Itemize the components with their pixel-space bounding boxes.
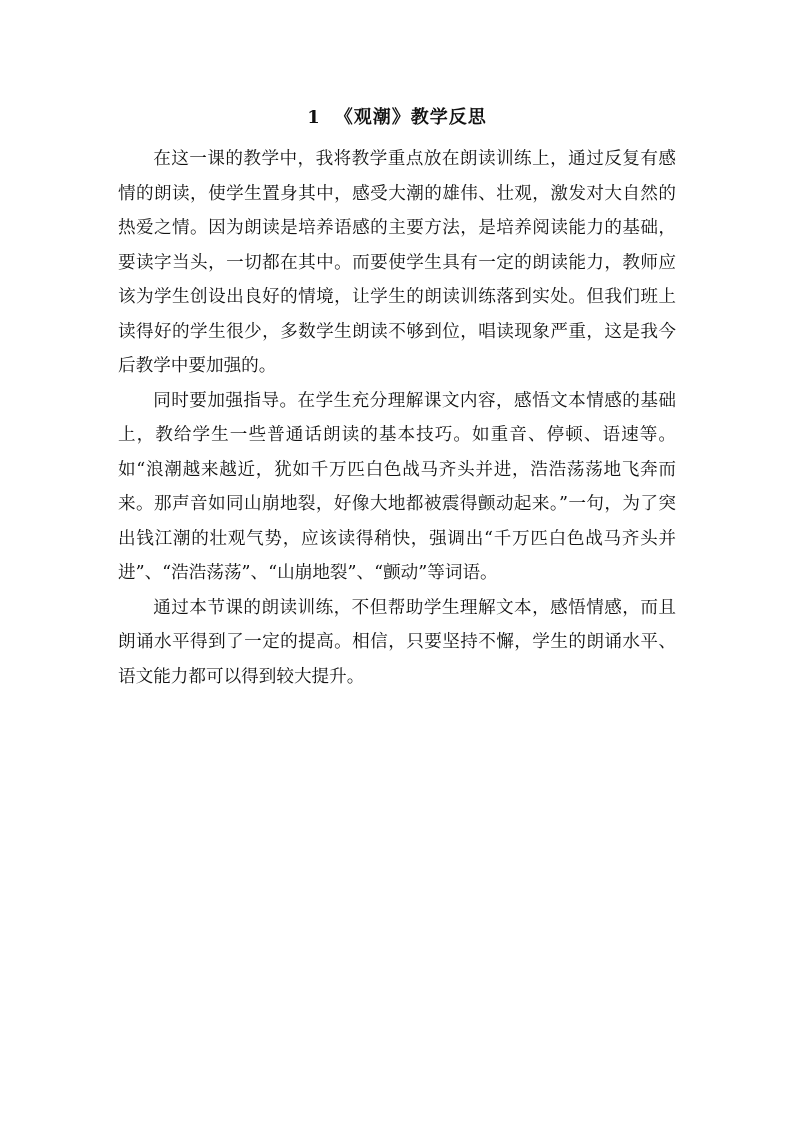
document-body bbox=[118, 142, 676, 694]
paragraph-3: 通过本节课的朗读训练，不但帮助学生理解文本，感悟情感，而且朗诵水平得到了一定的提高。相信，只要坚持不懈，学生的朗诵水平、语文能力都可以得到较大提升。 bbox=[118, 597, 676, 687]
paragraph-1: 在这一课的教学中，我将教学重点放在朗读训练上，通过反复有感情的朗读，使学生置身其中，感受大潮的雄伟、壮观，激发对大自然的热爱之情。因为朗读是培养语感的主要方法，是培养阅读能力的基础，要读字当头，一切都在其中。而要使学生具有一定的朗读能力，教师应该为学生创设出良好的情境，让学生的朗读训练落到实处。但我们班上读得好的学生很少，多数学生朗读不够到位，唱读现象严重，这是我今后教学中要加强的。 bbox=[118, 149, 676, 376]
page-title bbox=[0, 104, 794, 132]
paragraph-2: 同时要加强指导。在学生充分理解课文内容，感悟文本情感的基础上，教给学生一些普通话朗读的基本技巧。如重音、停顿、语速等。如“浪潮越来越近，犹如千万匹白色战马齐头并进，浩浩荡荡地飞奔而来。那声音如同山崩地裂，好像大地都被震得颤动起来。”一句，为了突出钱江潮的壮观气势，应该读得稍快，强调出“千万匹白色战马齐头并进”、“浩浩荡荡”、“山崩地裂”、“颤动”等词语。 bbox=[118, 390, 676, 583]
title-text: 《观潮》教学反思 bbox=[334, 107, 487, 128]
title-number: 1 bbox=[307, 107, 321, 128]
